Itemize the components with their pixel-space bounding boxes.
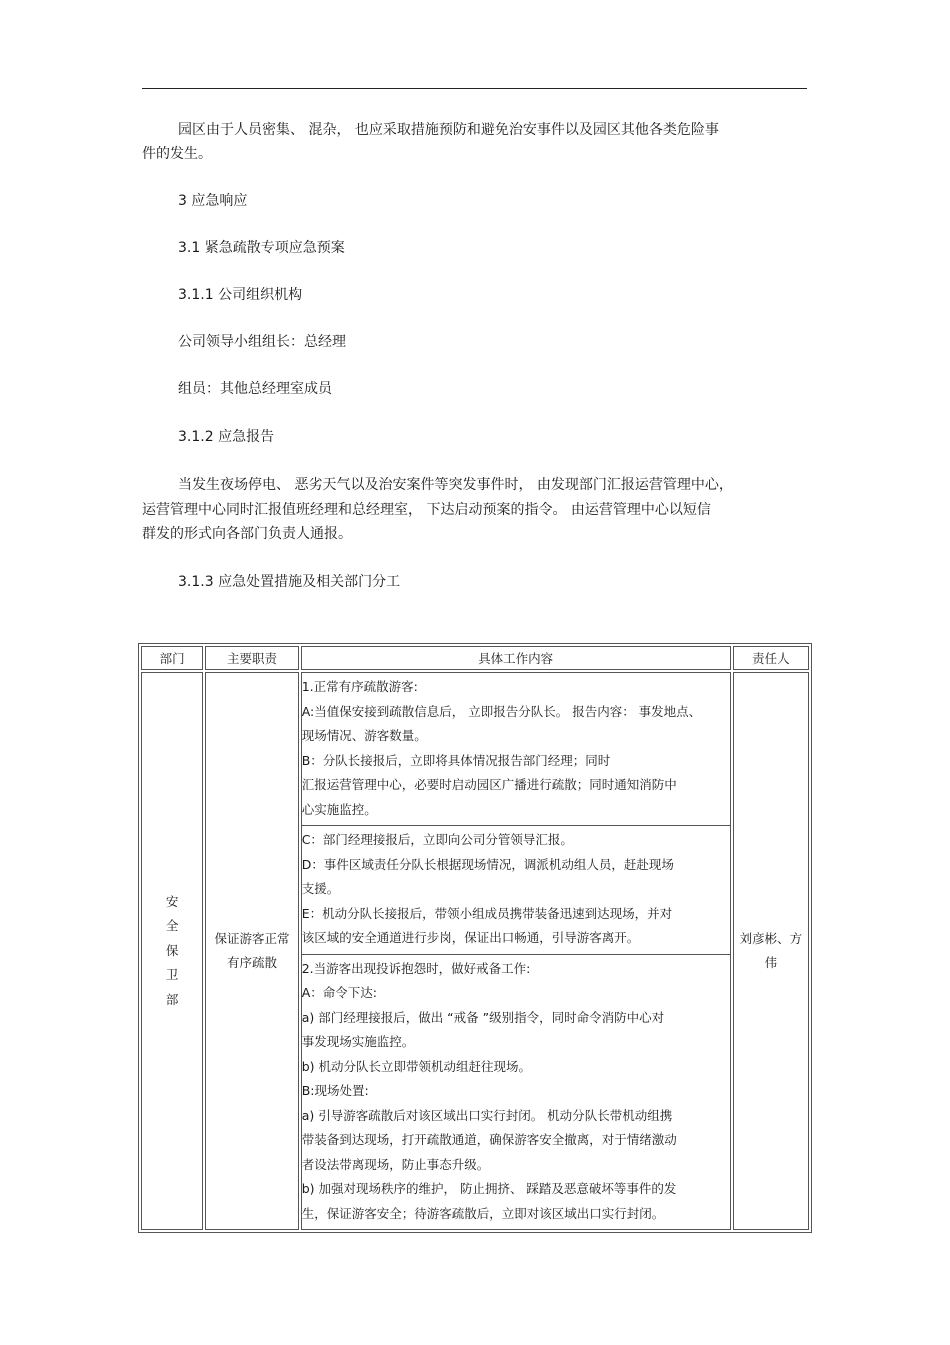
table-row <box>141 672 809 1230</box>
intro-line-2: 件的发生。 <box>142 146 212 162</box>
dept-char: 安 <box>165 893 179 909</box>
content-line: B:现场处置: <box>301 1083 369 1098</box>
leader-line: 公司领导小组组长：总经理 <box>178 334 346 350</box>
content-line: 事发现场实施监控。 <box>301 1034 415 1049</box>
header-content: 具体工作内容 <box>301 646 731 670</box>
content-line: b) 机动分队长立即带领机动组赶往现场。 <box>301 1058 531 1074</box>
content-line: 带装备到达现场，打开疏散通道，确保游客安全撤离，对于情绪激动 <box>301 1132 677 1147</box>
heading-3-1-1: 3.1.1 公司组织机构 <box>178 287 303 303</box>
content-line: C：部门经理接报后，立即向公司分管领导汇报。 <box>301 832 573 847</box>
content-line: 心实施监控。 <box>301 801 377 817</box>
dept-char: 保 <box>165 942 179 958</box>
content-block-2 <box>302 826 730 955</box>
duty-line: 保证游客正常 <box>214 930 290 946</box>
responsible-line: 刘彦彬、方 <box>739 930 803 946</box>
content-line: 支援。 <box>301 881 340 896</box>
dept-cell <box>141 672 203 1230</box>
header-rule <box>142 88 807 89</box>
content-line: a) 引导游客疏散后对该区域出口实行封闭。 机动分队长带机动组携 <box>301 1107 673 1123</box>
dept-char: 全 <box>165 918 179 934</box>
emergency-task-table <box>138 643 812 1233</box>
responsible-cell <box>733 672 809 1230</box>
content-line: E：机动分队长接报后，带领小组成员携带装备迅速到达现场，并对 <box>301 905 673 921</box>
heading-3: 3 应急响应 <box>178 193 248 209</box>
content-line: b) 加强对现场秩序的维护， 防止拥挤、 踩踏及恶意破坏等事件的发 <box>301 1181 677 1196</box>
report-line-3: 群发的形式向各部门负责人通报。 <box>142 526 352 542</box>
content-line: 现场情况、游客数量。 <box>301 728 427 743</box>
header-responsible: 责任人 <box>733 646 809 670</box>
heading-3-1-3: 3.1.3 应急处置措施及相关部门分工 <box>178 574 401 590</box>
content-line: 2.当游客出现投诉抱怨时，做好戒备工作: <box>301 960 531 976</box>
members-line: 组员：其他总经理室成员 <box>178 381 332 397</box>
table-header-row <box>141 646 809 670</box>
content-line: A：命令下达: <box>301 985 377 1000</box>
content-line: 1.正常有序疏散游客: <box>301 679 418 694</box>
report-line-2: 运营管理中心同时汇报值班经理和总经理室， 下达启动预案的指令。 由运营管理中心以短信 <box>142 502 711 518</box>
content-line: B：分队长接报后，立即将具体情况报告部门经理；同时 <box>301 752 611 768</box>
heading-3-1-2: 3.1.2 应急报告 <box>178 429 275 445</box>
header-dept: 部门 <box>141 646 203 670</box>
heading-3-1: 3.1 紧急疏散专项应急预案 <box>178 240 345 256</box>
content-block-3 <box>302 955 730 1230</box>
dept-char: 部 <box>165 991 179 1007</box>
content-line: a) 部门经理接报后，做出 “戒备 ”级别指令，同时命令消防中心对 <box>301 1009 665 1025</box>
content-line: 者设法带离现场，防止事态升级。 <box>301 1156 490 1172</box>
content-line: 汇报运营管理中心，必要时启动园区广播进行疏散；同时通知消防中 <box>301 777 677 792</box>
content-block-1 <box>302 673 730 826</box>
content-line: 该区域的安全通道进行步岗，保证出口畅通，引导游客离开。 <box>301 930 640 945</box>
duty-line: 有序疏散 <box>226 955 277 970</box>
report-line-1: 当发生夜场停电、 恶劣天气以及治安案件等突发事件时， 由发现部门汇报运营管理中心， <box>178 477 733 493</box>
duty-cell <box>205 672 298 1230</box>
content-line: D：事件区域责任分队长根据现场情况，调派机动组人员，赶赴现场 <box>301 856 674 872</box>
content-line: A:当值保安接到疏散信息后， 立即报告分队长。 报告内容： 事发地点、 <box>301 703 702 719</box>
header-duty: 主要职责 <box>205 646 298 670</box>
content-cell <box>301 672 731 1230</box>
responsible-line: 伟 <box>764 955 778 970</box>
content-line: 生，保证游客安全；待游客疏散后，立即对该区域出口实行封闭。 <box>301 1205 665 1221</box>
intro-line-1: 园区由于人员密集、 混杂， 也应采取措施预防和避免治安事件以及园区其他各类危险事 <box>178 122 719 138</box>
dept-char: 卫 <box>165 967 179 983</box>
